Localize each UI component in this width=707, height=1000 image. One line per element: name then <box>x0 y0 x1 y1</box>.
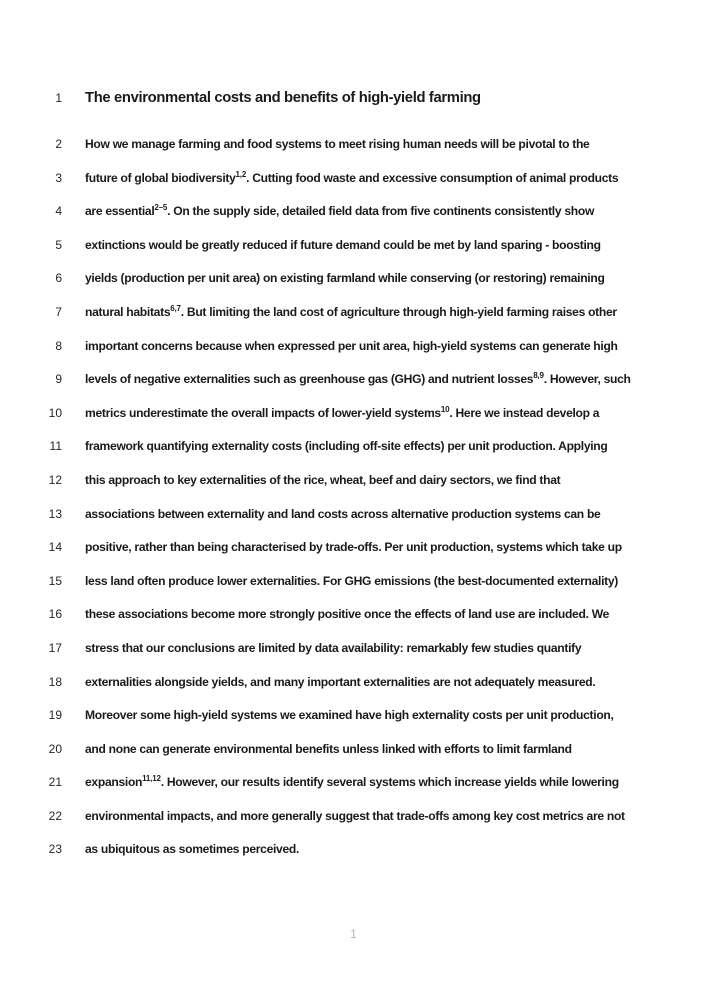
line-text <box>62 171 618 185</box>
text-segment: . Here we instead develop a <box>449 405 600 420</box>
line-text <box>62 507 600 521</box>
text-segment: and none can generate environmental benefits unless linked with efforts to limit farmland <box>85 741 572 756</box>
text-segment: these associations become more strongly positive once the effects of land use are included. We <box>85 607 610 622</box>
text-segment: . However, such <box>543 372 631 387</box>
citation-superscript: 8,9 <box>533 371 544 381</box>
manuscript-line <box>0 636 707 670</box>
text-segment: less land often produce lower externalities. For GHG emissions (the best-documented externality) <box>85 573 619 588</box>
text-segment: natural habitats <box>85 304 171 319</box>
manuscript-line <box>0 401 707 435</box>
page-number: 1 <box>350 929 357 941</box>
line-number: 2 <box>55 137 62 151</box>
line-text <box>62 607 609 621</box>
manuscript-line <box>0 703 707 737</box>
line-text <box>62 809 625 823</box>
manuscript-line <box>0 602 707 636</box>
line-text <box>62 708 614 722</box>
line-number: 12 <box>48 472 62 487</box>
manuscript-line <box>0 300 707 334</box>
manuscript-line <box>0 535 707 569</box>
line-text <box>62 439 607 453</box>
line-number: 9 <box>55 372 62 387</box>
line-number: 23 <box>48 842 62 857</box>
text-segment: . But limiting the land cost of agriculture through high-yield farming raises other <box>180 304 617 319</box>
title-row <box>0 90 707 106</box>
line-text <box>62 372 631 386</box>
text-segment: . However, our results identify several systems which increase yields while lowering <box>160 775 619 790</box>
manuscript-line <box>0 837 707 871</box>
line-number: 3 <box>55 170 62 185</box>
text-segment: as ubiquitous as sometimes perceived. <box>85 842 300 857</box>
line-text <box>62 742 572 756</box>
line-text <box>62 775 619 789</box>
manuscript-line <box>0 367 707 401</box>
text-segment: are essential <box>85 204 155 219</box>
line-text <box>62 641 581 655</box>
line-text <box>62 406 599 420</box>
manuscript-line <box>0 434 707 468</box>
line-number: 14 <box>48 540 62 555</box>
text-segment: environmental impacts, and more generally suggest that trade-offs among key cost metrics are not <box>85 808 625 823</box>
text-segment: externalities alongside yields, and many important externalities are not adequately measured. <box>85 674 596 689</box>
manuscript-lines <box>0 132 707 871</box>
line-number: 19 <box>48 708 62 723</box>
text-segment: . On the supply side, detailed field data from five continents consistently show <box>167 204 595 219</box>
text-segment: metrics underestimate the overall impacts of lower-yield systems <box>85 405 441 420</box>
manuscript-line <box>0 670 707 704</box>
manuscript-line <box>0 132 707 166</box>
text-segment: important concerns because when expressed per unit area, high-yield systems can generate high <box>85 338 618 353</box>
line-number: 17 <box>48 640 62 655</box>
line-number: 18 <box>48 674 62 689</box>
manuscript-line <box>0 737 707 771</box>
text-segment: stress that our conclusions are limited by data availability: remarkably few studies quantify <box>85 640 582 655</box>
citation-superscript: 1,2 <box>235 169 247 179</box>
text-segment: yields (production per unit area) on existing farmland while conserving (or restoring) remaining <box>85 271 605 286</box>
citation-superscript: 6,7 <box>170 303 181 313</box>
text-segment: expansion <box>85 775 143 790</box>
line-number: 6 <box>55 271 62 286</box>
line-text <box>62 271 605 285</box>
text-segment: extinctions would be greatly reduced if future demand could be met by land sparing - boosting <box>85 237 601 252</box>
text-segment: framework quantifying externality costs (including off-site effects) per unit production. Applying <box>85 439 608 454</box>
manuscript-line <box>0 770 707 804</box>
text-segment: associations between externality and land costs across alternative production systems can be <box>85 506 601 521</box>
page-footer <box>0 925 707 943</box>
line-number: 21 <box>48 775 62 790</box>
line-number: 4 <box>55 204 62 219</box>
text-segment: positive, rather than being characterised by trade-offs. Per unit production, systems which take up <box>85 540 622 555</box>
text-segment: . Cutting food waste and excessive consumption of animal products <box>246 170 619 185</box>
manuscript-line <box>0 334 707 368</box>
citation-superscript: 11,12 <box>142 774 161 784</box>
manuscript-line <box>0 199 707 233</box>
citation-superscript: 2–5 <box>154 203 168 213</box>
manuscript-line <box>0 569 707 603</box>
line-number: 13 <box>48 506 62 521</box>
manuscript-line <box>0 166 707 200</box>
line-number: 15 <box>48 573 62 588</box>
line-text <box>62 540 622 554</box>
citation-superscript: 10 <box>440 404 450 414</box>
manuscript-line <box>0 804 707 838</box>
manuscript-line <box>0 502 707 536</box>
page-title: The environmental costs and benefits of high-yield farming <box>85 90 481 106</box>
line-number: 7 <box>55 304 62 319</box>
title-line-number: 1 <box>55 91 62 105</box>
line-text <box>62 473 560 487</box>
line-text <box>62 675 595 689</box>
line-number: 5 <box>55 237 62 252</box>
text-segment: Moreover some high-yield systems we examined have high externality costs per unit production, <box>85 708 614 723</box>
line-text <box>62 204 594 218</box>
line-text <box>62 137 589 151</box>
text-segment: future of global biodiversity <box>85 170 236 185</box>
line-number: 16 <box>48 607 62 622</box>
line-number: 11 <box>49 439 62 454</box>
text-segment: How we manage farming and food systems to meet rising human needs will be pivotal to the <box>85 137 590 151</box>
line-number: 20 <box>48 741 62 756</box>
line-number: 10 <box>48 405 62 420</box>
line-text <box>62 574 618 588</box>
text-segment: this approach to key externalities of the rice, wheat, beef and dairy sectors, we find that <box>85 472 561 487</box>
line-text <box>62 238 601 252</box>
line-text <box>62 305 617 319</box>
line-number: 8 <box>55 338 62 353</box>
line-number: 22 <box>48 808 62 823</box>
manuscript-line <box>0 233 707 267</box>
line-text <box>62 842 299 856</box>
text-segment: levels of negative externalities such as greenhouse gas (GHG) and nutrient losses <box>85 372 534 387</box>
manuscript-line <box>0 266 707 300</box>
manuscript-line <box>0 468 707 502</box>
line-text <box>62 339 618 353</box>
